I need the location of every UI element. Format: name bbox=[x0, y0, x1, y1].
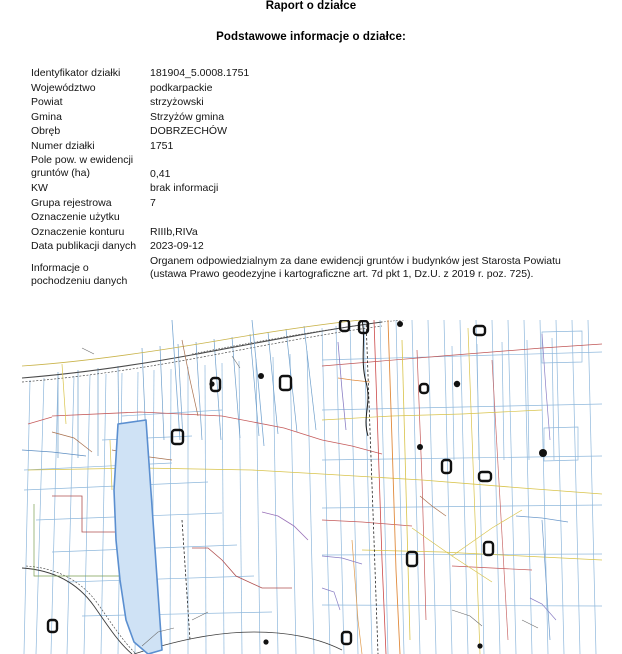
table-row bbox=[31, 111, 591, 126]
row-value: brak informacji bbox=[150, 182, 219, 195]
row-value: 2023-09-12 bbox=[150, 240, 204, 253]
row-label: Oznaczenie konturu bbox=[31, 225, 125, 238]
table-row bbox=[31, 154, 591, 182]
row-value bbox=[150, 211, 591, 226]
row-label: Informacje o pochodzeniu danych bbox=[31, 261, 128, 287]
table-row bbox=[31, 197, 591, 212]
row-value: 0,41 bbox=[150, 167, 171, 180]
row-label: Obręb bbox=[31, 125, 61, 138]
row-value: DOBRZECHÓW bbox=[150, 125, 227, 138]
section-title: Podstawowe informacje o działce: bbox=[216, 31, 406, 43]
row-label: KW bbox=[31, 182, 48, 195]
row-label: Numer działki bbox=[31, 139, 95, 152]
table-row bbox=[31, 182, 591, 197]
table-row bbox=[31, 140, 591, 155]
table-row bbox=[31, 255, 591, 290]
parcel-info-table bbox=[31, 67, 591, 290]
table-row bbox=[31, 211, 591, 226]
row-value: strzyżowski bbox=[150, 96, 204, 109]
row-value: Strzyżów gmina bbox=[150, 110, 225, 123]
row-label: Identyfikator działki bbox=[31, 67, 121, 79]
row-label: Pole pow. w ewidencji gruntów (ha) bbox=[31, 154, 134, 180]
page-title: Raport o działce bbox=[265, 0, 357, 12]
table-row bbox=[31, 67, 591, 82]
row-label: Powiat bbox=[31, 96, 63, 109]
row-value: 181904_5.0008.1751 bbox=[150, 67, 250, 79]
row-label: Oznaczenie użytku bbox=[31, 211, 120, 224]
table-row bbox=[31, 125, 591, 140]
row-value: Organem odpowiedzialnym za dane ewidencji gruntów i budynków jest Starosta Powiatu (ustawa Prawo geodezyjne i kartograficzne art. 7d pkt 1, Dz.U. z 2019 r. poz. 725). bbox=[150, 254, 561, 281]
row-value: podkarpackie bbox=[150, 81, 213, 94]
row-label: Grupa rejestrowa bbox=[31, 196, 112, 209]
row-value: RIIIb,RIVa bbox=[150, 225, 198, 238]
row-label: Województwo bbox=[31, 81, 96, 94]
row-value: 1751 bbox=[150, 139, 174, 152]
cadastral-map[interactable] bbox=[22, 320, 602, 654]
row-label: Gmina bbox=[31, 110, 62, 123]
row-label: Data publikacji danych bbox=[31, 240, 137, 253]
row-value: 7 bbox=[150, 196, 156, 209]
table-row bbox=[31, 82, 591, 97]
table-row bbox=[31, 226, 591, 241]
table-row bbox=[31, 240, 591, 255]
table-row bbox=[31, 96, 591, 111]
